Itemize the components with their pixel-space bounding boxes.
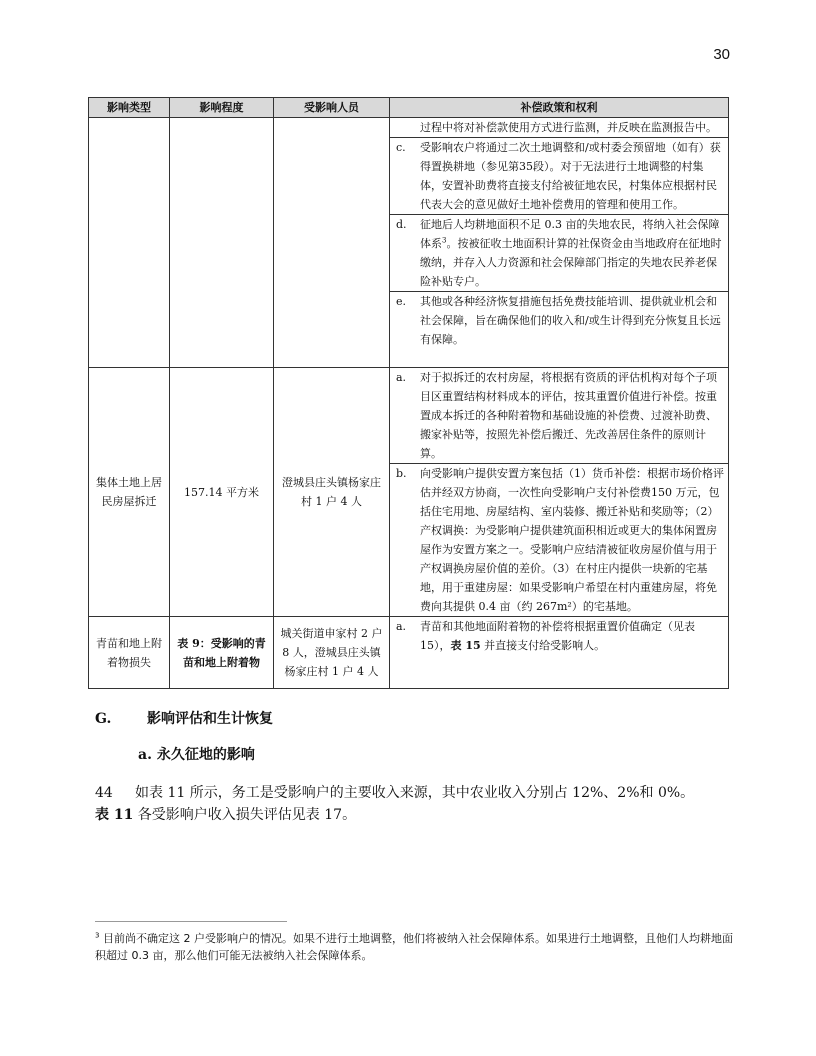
table-row: [89, 368, 729, 617]
policy-list: [390, 138, 728, 349]
list-item: [390, 215, 728, 292]
item-text: 对于拟拆迁的农村房屋，将根据有资质的评估机构对每个子项目区重置结构材料成本的评估，按其重置价值进行补偿。按重置成本拆迁的各种附着物和基础设施的补偿费、过渡补助费、搬家补贴等，按照先补偿后搬迁、先改善居住条件的原则计算。: [420, 371, 717, 460]
impact-type-cell: 集体土地上居民房屋拆迁: [89, 368, 170, 617]
paragraph-text: 如表 11 所示，务工是受影响户的主要收入来源，其中农业收入分别占 12%、2%和 0%。: [135, 785, 695, 801]
item-text: 受影响农户将通过二次土地调整和/或村委会预留地（如有）获得置换耕地（参见第35段）。对于无法进行土地调整的村集体，安置补助费将直接支付给被征地农民，村集体应根据村民代表大会的意见做好土地补偿费用的管理和使用工作。: [420, 141, 721, 211]
header-impact-type: 影响类型: [89, 98, 170, 118]
item-text: [418, 617, 728, 655]
subsection-heading: a. 永久征地的影响: [138, 747, 255, 763]
table-row: [89, 617, 729, 689]
table-cell-empty: [89, 118, 170, 368]
section-title: 影响评估和生计恢复: [147, 711, 273, 727]
table-row: [89, 118, 729, 368]
impact-degree-cell: 157.14 平方米: [170, 368, 274, 617]
policy-cell: [390, 617, 729, 689]
item-text: 向受影响户提供安置方案包括（1）货币补偿：根据市场价格评估并经双方协商，一次性向受影响户支付补偿费150 万元，包括住宅用地、房屋结构、室内装修、搬迁补贴和奖励等；（2）产权调换：为受影响户提供建筑面积相近或更大的集体闲置房屋作为安置方案之一。受影响户应结清被征收房屋价值与用于产权调换房屋价值的差价。（3）在村庄内提供一块新的宅基地，用于重建房屋：如果受影响户希望在村内重建房屋，将免费向其提供 0.4 亩（约 267m²）的宅基地。: [420, 467, 724, 613]
policy-cell: [390, 118, 729, 368]
item-letter: a.: [396, 371, 407, 384]
item-letter: c.: [396, 141, 406, 154]
footnote-marker: 3: [95, 931, 100, 940]
table-cell-empty: [170, 118, 274, 368]
continued-text: 过程中将对补偿款使用方式进行监测，并反映在监测报告中。: [390, 118, 728, 138]
list-item: [390, 368, 728, 464]
policy-list: [390, 368, 728, 616]
list-item: [390, 464, 728, 616]
item-text-part: 征地后人均耕地面积不足 0.3 亩的失地农民，将纳入社会保障体系: [420, 218, 720, 250]
item-letter: a.: [396, 620, 407, 633]
paragraph-number: 44: [95, 785, 113, 801]
list-item: [390, 617, 728, 655]
footnote-ref[interactable]: 3: [442, 236, 447, 245]
page-number: 30: [713, 46, 730, 63]
paragraph-text: 各受影响户收入损失评估见表 17。: [133, 807, 357, 823]
item-letter: b.: [396, 467, 407, 480]
section-letter: G.: [95, 711, 112, 727]
table-reference[interactable]: 表 15: [450, 639, 481, 652]
item-text-part: 并直接支付给受影响人。: [480, 639, 606, 652]
item-text: [418, 215, 728, 291]
item-letter: e.: [396, 295, 407, 308]
policy-cell: [390, 368, 729, 617]
header-compensation-policy: 补偿政策和权利: [390, 98, 729, 118]
impact-degree-cell[interactable]: 表 9：受影响的青苗和地上附着物: [170, 617, 274, 689]
table-cell-empty: [274, 118, 390, 368]
footnote: [95, 930, 735, 964]
impact-table: [88, 97, 729, 689]
table-reference[interactable]: 表 11: [95, 807, 134, 823]
affected-people-cell: 澄城县庄头镇杨家庄村 1 户 4 人: [274, 368, 390, 617]
table-header-row: [89, 98, 729, 118]
header-affected-people: 受影响人员: [274, 98, 390, 118]
affected-people-cell: 城关街道申家村 2 户 8 人，澄城县庄头镇杨家庄村 1 户 4 人: [274, 617, 390, 689]
section-heading: [95, 708, 273, 728]
list-item: [390, 292, 728, 349]
item-letter: d.: [396, 218, 407, 231]
header-impact-degree: 影响程度: [170, 98, 274, 118]
item-text: 其他或各种经济恢复措施包括免费技能培训、提供就业机会和社会保障，旨在确保他们的收入和/或生计得到充分恢复且长远有保障。: [420, 295, 721, 346]
footnote-text: 目前尚不确定这 2 户受影响户的情况。如果不进行土地调整，他们将被纳入社会保障体系。如果进行土地调整，且他们人均耕地面积超过 0.3 亩，那么他们可能无法被纳入社会保障体系。: [95, 932, 733, 962]
footnote-divider: [95, 921, 287, 922]
item-text-part: 青苗和其他地面附着物的补偿将根据重置价值确定（见表 15），: [420, 620, 695, 652]
item-text-part: 。按被征收土地面积计算的社保资金由当地政府在征地时缴纳，并存入人力资源和社会保障部门指定的失地农民养老保险补贴专户。: [420, 237, 722, 288]
paragraph: [95, 782, 735, 826]
impact-type-cell: 青苗和地上附着物损失: [89, 617, 170, 689]
list-item: [390, 138, 728, 215]
